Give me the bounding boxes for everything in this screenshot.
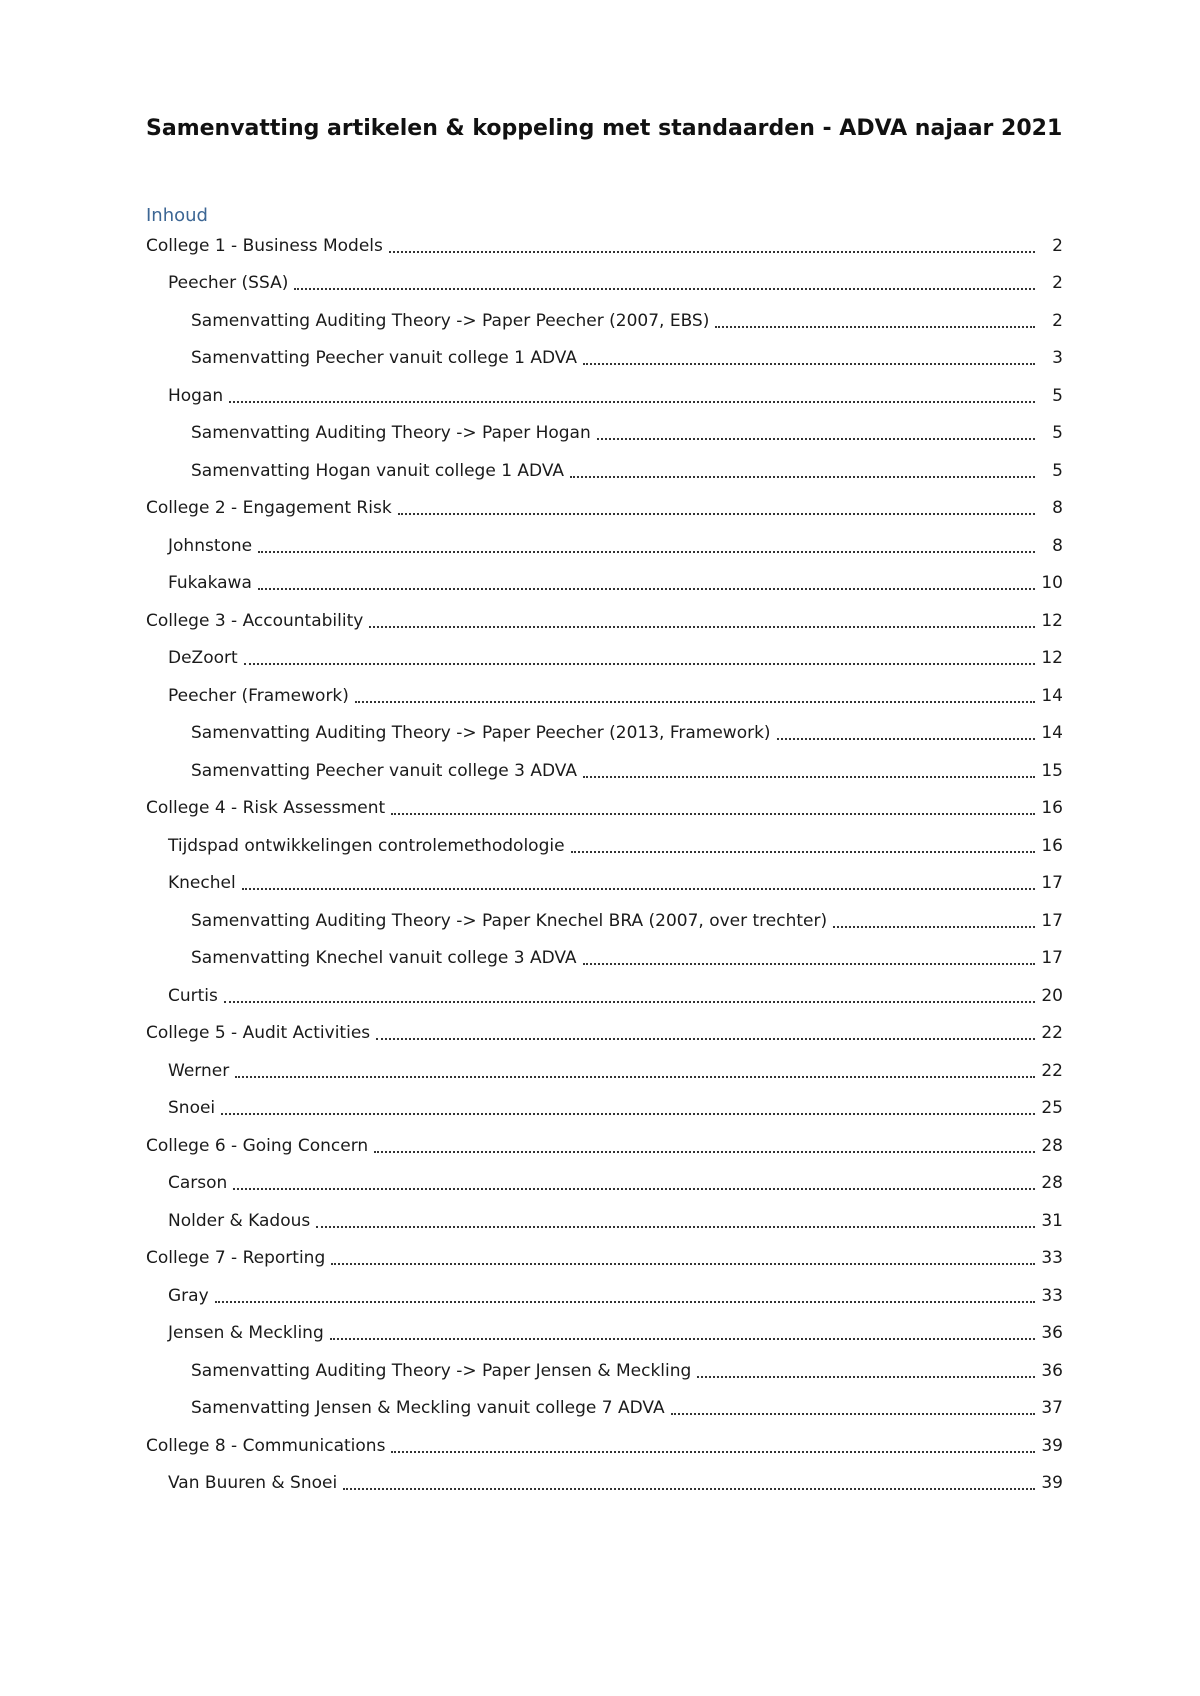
toc-entry[interactable]: [146, 977, 1063, 1015]
toc-entry-label[interactable]: College 5 - Audit Activities: [146, 1023, 371, 1044]
toc-entry-label[interactable]: Samenvatting Peecher vanuit college 1 ADVA: [191, 348, 577, 369]
toc-entry-page-number[interactable]: 17: [1041, 910, 1063, 931]
toc-entry-page-number[interactable]: 2: [1052, 273, 1063, 294]
toc-entry-label[interactable]: Knechel: [168, 873, 236, 894]
toc-entry-page-number[interactable]: 25: [1041, 1098, 1063, 1119]
toc-entry[interactable]: [146, 1015, 1063, 1053]
toc-entry-page-number[interactable]: 15: [1041, 760, 1063, 781]
toc-entry[interactable]: [146, 1277, 1063, 1315]
toc-dot-leader: [583, 758, 1035, 778]
toc-dot-leader: [258, 533, 1035, 553]
toc-dot-leader: [233, 1170, 1035, 1190]
toc-entry-page-number[interactable]: 20: [1041, 985, 1063, 1006]
toc-entry-label[interactable]: Johnstone: [168, 535, 253, 556]
toc-entry-label[interactable]: Samenvatting Auditing Theory -> Paper Knechel BRA (2007, over trechter): [191, 910, 828, 931]
toc-entry-label[interactable]: Snoei: [168, 1098, 216, 1119]
toc-entry[interactable]: [146, 1315, 1063, 1353]
toc-entry-label[interactable]: Samenvatting Auditing Theory -> Paper Jensen & Meckling: [191, 1360, 692, 1381]
toc-entry-label[interactable]: Samenvatting Auditing Theory -> Paper Hogan: [191, 423, 591, 444]
toc-dot-leader: [215, 1283, 1035, 1303]
toc-entry-page-number[interactable]: 36: [1041, 1323, 1063, 1344]
toc-dot-leader: [331, 1245, 1035, 1265]
toc-dot-leader: [389, 233, 1035, 253]
toc-entry-page-number[interactable]: 12: [1041, 648, 1063, 669]
toc-entry-label[interactable]: College 6 - Going Concern: [146, 1135, 369, 1156]
toc-dot-leader: [570, 458, 1035, 478]
toc-dot-leader: [715, 308, 1035, 328]
toc-entry-label[interactable]: Nolder & Kadous: [168, 1210, 311, 1231]
toc-entry-page-number[interactable]: 28: [1041, 1173, 1063, 1194]
toc-entry[interactable]: [146, 1202, 1063, 1240]
toc-entry[interactable]: [146, 640, 1063, 678]
toc-entry-page-number[interactable]: 16: [1041, 798, 1063, 819]
document-title: Samenvatting artikelen & koppeling met standaarden - ADVA najaar 2021: [146, 116, 1063, 141]
toc-entry-label[interactable]: Samenvatting Hogan vanuit college 1 ADVA: [191, 460, 565, 481]
toc-dot-leader: [258, 570, 1035, 590]
toc-entry[interactable]: [146, 265, 1063, 303]
toc-entry[interactable]: [146, 565, 1063, 603]
toc-dot-leader: [398, 495, 1035, 515]
toc-entry[interactable]: [146, 752, 1063, 790]
toc-dot-leader: [294, 270, 1035, 290]
toc-entry[interactable]: [146, 1090, 1063, 1128]
toc-entry[interactable]: [146, 1390, 1063, 1428]
toc-entry[interactable]: [146, 1352, 1063, 1390]
toc-entry[interactable]: [146, 677, 1063, 715]
toc-entry-page-number[interactable]: 31: [1041, 1210, 1063, 1231]
toc-entry-page-number[interactable]: 14: [1041, 685, 1063, 706]
toc-entry-page-number[interactable]: 36: [1041, 1360, 1063, 1381]
toc-entry-label[interactable]: Jensen & Meckling: [168, 1323, 324, 1344]
toc-entry-page-number[interactable]: 33: [1041, 1285, 1063, 1306]
toc-entry-page-number[interactable]: 37: [1041, 1398, 1063, 1419]
table-of-contents: [146, 227, 1063, 1502]
toc-entry-label[interactable]: Samenvatting Peecher vanuit college 3 ADVA: [191, 760, 577, 781]
toc-entry[interactable]: [146, 1427, 1063, 1465]
toc-entry-page-number[interactable]: 5: [1052, 385, 1063, 406]
toc-dot-leader: [221, 1095, 1035, 1115]
toc-entry-label[interactable]: Samenvatting Jensen & Meckling vanuit college 7 ADVA: [191, 1398, 665, 1419]
toc-dot-leader: [391, 795, 1035, 815]
toc-entry-label[interactable]: Carson: [168, 1173, 228, 1194]
toc-entry[interactable]: [146, 1052, 1063, 1090]
toc-entry-label[interactable]: DeZoort: [168, 648, 238, 669]
toc-entry[interactable]: [146, 1240, 1063, 1278]
toc-entry-page-number[interactable]: 8: [1052, 498, 1063, 519]
toc-entry[interactable]: [146, 865, 1063, 903]
toc-entry-page-number[interactable]: 28: [1041, 1135, 1063, 1156]
toc-dot-leader: [244, 645, 1035, 665]
toc-entry[interactable]: [146, 452, 1063, 490]
toc-entry-label[interactable]: College 3 - Accountability: [146, 610, 364, 631]
toc-dot-leader: [671, 1395, 1035, 1415]
toc-entry-label[interactable]: College 4 - Risk Assessment: [146, 798, 386, 819]
toc-dot-leader: [583, 945, 1035, 965]
toc-entry[interactable]: [146, 1465, 1063, 1503]
toc-entry-page-number[interactable]: 2: [1052, 310, 1063, 331]
toc-entry[interactable]: [146, 790, 1063, 828]
toc-dot-leader: [242, 870, 1035, 890]
toc-dot-leader: [355, 683, 1035, 703]
toc-entry-page-number[interactable]: 5: [1052, 460, 1063, 481]
toc-entry-label[interactable]: Peecher (SSA): [168, 273, 289, 294]
toc-entry-label[interactable]: Samenvatting Auditing Theory -> Paper Peecher (2007, EBS): [191, 310, 710, 331]
toc-entry-page-number[interactable]: 17: [1041, 873, 1063, 894]
toc-entry-label[interactable]: Samenvatting Auditing Theory -> Paper Peecher (2013, Framework): [191, 723, 771, 744]
toc-entry-label[interactable]: College 2 - Engagement Risk: [146, 498, 392, 519]
toc-heading: Inhoud: [146, 205, 208, 226]
toc-dot-leader: [316, 1208, 1035, 1228]
toc-entry[interactable]: [146, 340, 1063, 378]
toc-entry-label[interactable]: Werner: [168, 1060, 230, 1081]
toc-dot-leader: [369, 608, 1035, 628]
toc-entry[interactable]: [146, 1165, 1063, 1203]
toc-entry[interactable]: [146, 377, 1063, 415]
toc-entry[interactable]: [146, 1127, 1063, 1165]
toc-entry-label[interactable]: Hogan: [168, 385, 224, 406]
toc-entry[interactable]: [146, 827, 1063, 865]
toc-entry-page-number[interactable]: 14: [1041, 723, 1063, 744]
toc-entry-page-number[interactable]: 17: [1041, 948, 1063, 969]
toc-entry[interactable]: [146, 302, 1063, 340]
toc-dot-leader: [376, 1020, 1035, 1040]
toc-entry-page-number[interactable]: 22: [1041, 1023, 1063, 1044]
toc-dot-leader: [343, 1470, 1035, 1490]
toc-entry-label[interactable]: Samenvatting Knechel vanuit college 3 ADVA: [191, 948, 577, 969]
toc-entry-label[interactable]: Peecher (Framework): [168, 685, 349, 706]
toc-dot-leader: [583, 345, 1035, 365]
toc-entry-label[interactable]: College 1 - Business Models: [146, 235, 383, 256]
toc-entry-page-number[interactable]: 3: [1052, 348, 1063, 369]
toc-dot-leader: [597, 420, 1035, 440]
toc-entry-label[interactable]: Gray: [168, 1285, 209, 1306]
toc-dot-leader: [374, 1133, 1035, 1153]
toc-entry[interactable]: [146, 415, 1063, 453]
toc-dot-leader: [229, 383, 1035, 403]
toc-entry[interactable]: [146, 490, 1063, 528]
toc-entry-label[interactable]: Tijdspad ontwikkelingen controlemethodologie: [168, 835, 565, 856]
toc-entry-label[interactable]: Fukakawa: [168, 573, 252, 594]
toc-entry[interactable]: [146, 902, 1063, 940]
toc-entry[interactable]: [146, 940, 1063, 978]
toc-entry-page-number[interactable]: 22: [1041, 1060, 1063, 1081]
toc-dot-leader: [697, 1358, 1035, 1378]
toc-entry-page-number[interactable]: 39: [1041, 1473, 1063, 1494]
toc-entry[interactable]: [146, 715, 1063, 753]
toc-entry-label[interactable]: College 8 - Communications: [146, 1435, 386, 1456]
toc-entry-page-number[interactable]: 12: [1041, 610, 1063, 631]
toc-entry-page-number[interactable]: 33: [1041, 1248, 1063, 1269]
toc-entry-label[interactable]: Curtis: [168, 985, 218, 1006]
toc-entry[interactable]: [146, 602, 1063, 640]
toc-entry-page-number[interactable]: 5: [1052, 423, 1063, 444]
toc-entry[interactable]: [146, 227, 1063, 265]
toc-entry-page-number[interactable]: 39: [1041, 1435, 1063, 1456]
toc-entry-page-number[interactable]: 2: [1052, 235, 1063, 256]
toc-dot-leader: [391, 1433, 1035, 1453]
toc-dot-leader: [571, 833, 1035, 853]
toc-entry-page-number[interactable]: 16: [1041, 835, 1063, 856]
toc-entry[interactable]: [146, 527, 1063, 565]
toc-dot-leader: [235, 1058, 1035, 1078]
toc-entry-label[interactable]: Van Buuren & Snoei: [168, 1473, 338, 1494]
toc-dot-leader: [330, 1320, 1035, 1340]
toc-dot-leader: [777, 720, 1035, 740]
toc-dot-leader: [833, 908, 1035, 928]
toc-entry-page-number[interactable]: 8: [1052, 535, 1063, 556]
toc-entry-page-number[interactable]: 10: [1041, 573, 1063, 594]
toc-entry-label[interactable]: College 7 - Reporting: [146, 1248, 326, 1269]
toc-dot-leader: [224, 983, 1035, 1003]
